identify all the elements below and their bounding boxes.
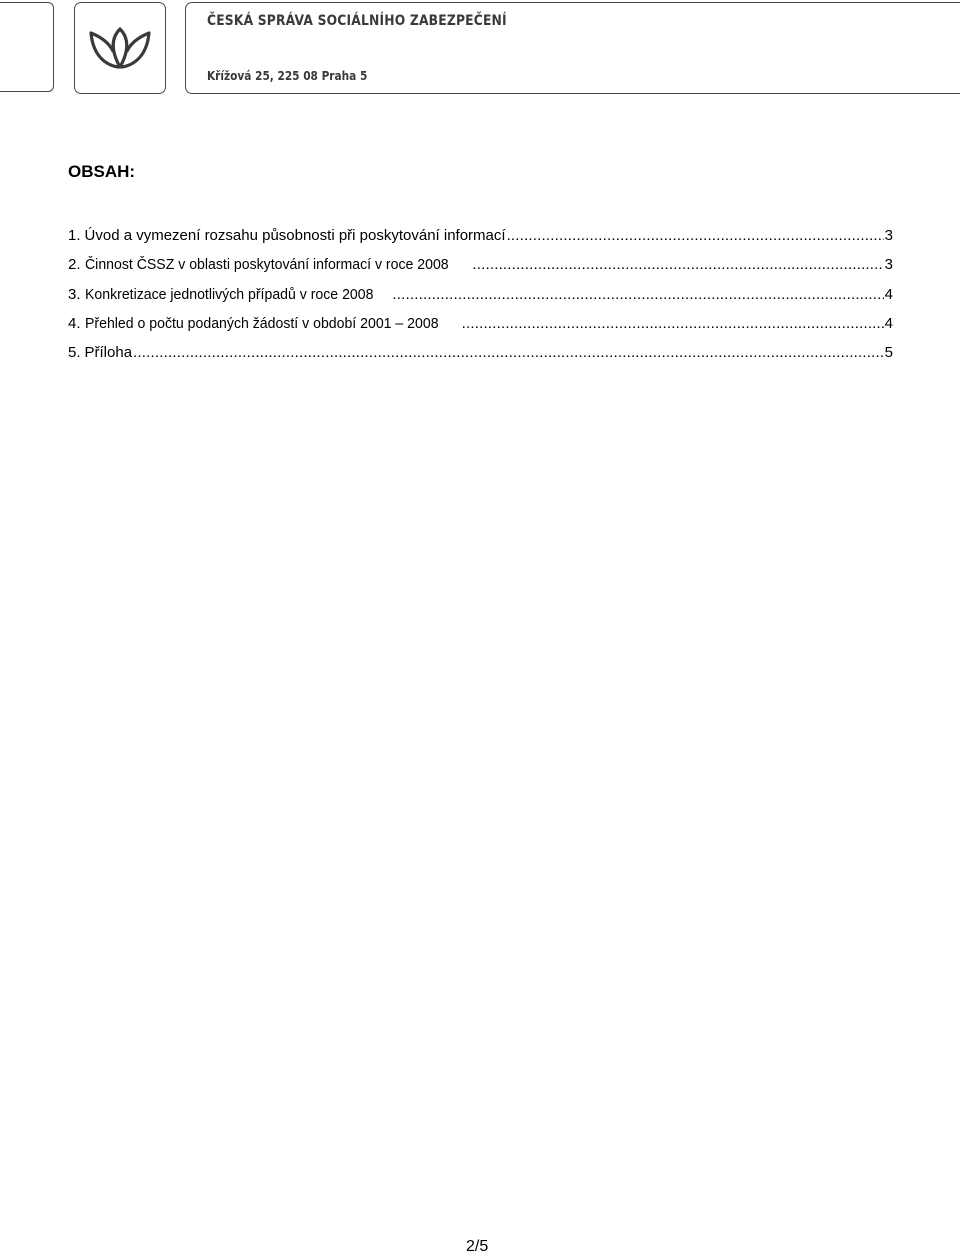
tulip-emblem-icon <box>85 25 155 71</box>
toc-entry-4[interactable] <box>68 314 893 343</box>
toc-leader-dots <box>507 226 884 246</box>
toc-entry-title: Přehled o počtu podaných žádostí v období 2001 – 2008 <box>84 314 439 332</box>
header-left-frame <box>0 2 54 92</box>
organization-name: ČESKÁ SPRÁVA SOCIÁLNÍHO ZABEZPEČENÍ <box>207 13 507 29</box>
toc-entry-title: Konkretizace jednotlivých případů v roce 2008 <box>84 285 373 303</box>
toc-entry-page: 3 <box>884 256 893 274</box>
toc-entry-number: 2. <box>68 256 81 274</box>
table-of-contents <box>68 226 893 372</box>
toc-entry-title: Příloha <box>84 344 133 362</box>
toc-entry-3[interactable] <box>68 285 893 314</box>
toc-heading: OBSAH: <box>68 162 136 181</box>
toc-entry-number: 1. <box>68 227 81 244</box>
page-number: 2/5 <box>466 1238 489 1255</box>
toc-entry-page: 4 <box>884 314 893 332</box>
toc-entry-1[interactable] <box>68 226 893 255</box>
toc-leader-dots <box>462 314 884 334</box>
toc-entry-5[interactable] <box>68 343 893 372</box>
organization-address: Křížová 25, 225 08 Praha 5 <box>207 69 368 83</box>
toc-entry-title: Činnost ČSSZ v oblasti poskytování informací v roce 2008 <box>84 256 449 274</box>
toc-entry-number: 5. <box>68 344 81 362</box>
toc-entry-page: 4 <box>884 285 893 303</box>
emblem-frame <box>74 2 166 94</box>
toc-entry-2[interactable] <box>68 255 893 284</box>
toc-entry-number: 4. <box>68 314 81 332</box>
toc-entry-page: 3 <box>884 227 893 244</box>
toc-entry-number: 3. <box>68 285 81 303</box>
toc-leader-dots <box>133 343 884 363</box>
toc-entry-page: 5 <box>884 344 893 362</box>
toc-leader-dots <box>472 255 883 275</box>
toc-leader-dots <box>392 285 883 305</box>
toc-entry-title: Úvod a vymezení rozsahu působnosti při poskytování informací <box>84 227 506 244</box>
organization-header <box>185 2 960 94</box>
